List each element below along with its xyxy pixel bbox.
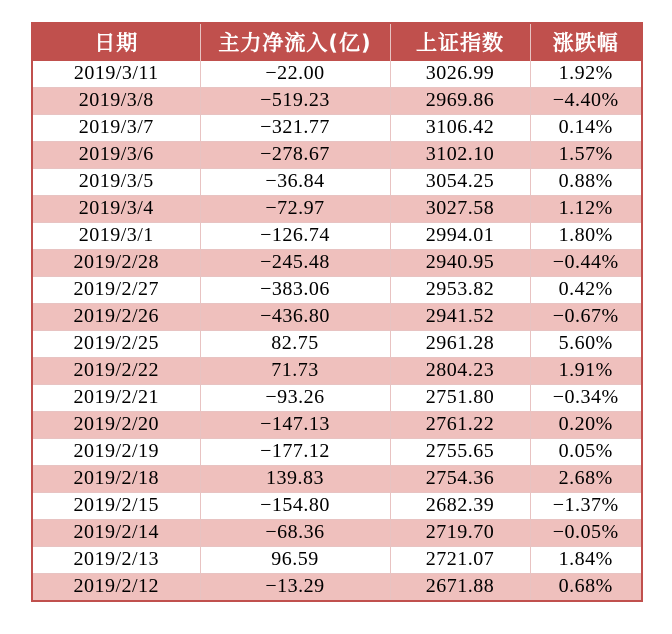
- cell-index: 3102.10: [390, 142, 530, 169]
- cell-change: 1.80%: [530, 223, 642, 250]
- cell-index: 2969.86: [390, 88, 530, 115]
- cell-date: 2019/2/27: [32, 277, 200, 304]
- cell-date: 2019/3/11: [32, 61, 200, 88]
- table-row: [32, 88, 642, 115]
- cell-index: 2755.65: [390, 439, 530, 466]
- cell-date: 2019/2/25: [32, 331, 200, 358]
- cell-index: 3027.58: [390, 196, 530, 223]
- cell-date: 2019/3/8: [32, 88, 200, 115]
- cell-change: 0.68%: [530, 574, 642, 602]
- table-row: [32, 304, 642, 331]
- cell-net: −177.12: [200, 439, 390, 466]
- cell-index: 2671.88: [390, 574, 530, 602]
- cell-change: 2.68%: [530, 466, 642, 493]
- cell-change: 0.05%: [530, 439, 642, 466]
- table-row: [32, 358, 642, 385]
- table-row: [32, 520, 642, 547]
- table-body: [32, 61, 642, 601]
- cell-net: −436.80: [200, 304, 390, 331]
- cell-change: 1.84%: [530, 547, 642, 574]
- table-row: [32, 250, 642, 277]
- cell-date: 2019/2/14: [32, 520, 200, 547]
- table-row: [32, 196, 642, 223]
- cell-net: −278.67: [200, 142, 390, 169]
- cell-index: 3054.25: [390, 169, 530, 196]
- cell-net: −72.97: [200, 196, 390, 223]
- cell-net: −154.80: [200, 493, 390, 520]
- cell-date: 2019/2/13: [32, 547, 200, 574]
- column-header-date: 日期: [32, 23, 200, 61]
- cell-index: 2719.70: [390, 520, 530, 547]
- table-row: [32, 385, 642, 412]
- cell-net: −519.23: [200, 88, 390, 115]
- cell-change: 0.14%: [530, 115, 642, 142]
- cell-net: −22.00: [200, 61, 390, 88]
- cell-date: 2019/2/28: [32, 250, 200, 277]
- cell-date: 2019/2/20: [32, 412, 200, 439]
- cell-index: 2754.36: [390, 466, 530, 493]
- table-row: [32, 61, 642, 88]
- cell-change: 0.42%: [530, 277, 642, 304]
- cell-net: 139.83: [200, 466, 390, 493]
- table-row: [32, 574, 642, 602]
- cell-change: 1.12%: [530, 196, 642, 223]
- cell-net: 82.75: [200, 331, 390, 358]
- cell-date: 2019/3/4: [32, 196, 200, 223]
- cell-change: −1.37%: [530, 493, 642, 520]
- table-row: [32, 547, 642, 574]
- table-row: [32, 223, 642, 250]
- cell-index: 2953.82: [390, 277, 530, 304]
- table-header: [32, 23, 642, 61]
- cell-date: 2019/2/22: [32, 358, 200, 385]
- cell-index: 3106.42: [390, 115, 530, 142]
- cell-net: 71.73: [200, 358, 390, 385]
- cell-date: 2019/2/15: [32, 493, 200, 520]
- cell-net: −321.77: [200, 115, 390, 142]
- cell-net: 96.59: [200, 547, 390, 574]
- column-header-sse-index: 上证指数: [390, 23, 530, 61]
- cell-net: −245.48: [200, 250, 390, 277]
- cell-net: −13.29: [200, 574, 390, 602]
- cell-change: 1.57%: [530, 142, 642, 169]
- cell-change: −4.40%: [530, 88, 642, 115]
- cell-date: 2019/3/1: [32, 223, 200, 250]
- table-row: [32, 493, 642, 520]
- cell-date: 2019/2/18: [32, 466, 200, 493]
- table-row: [32, 466, 642, 493]
- cell-change: 1.91%: [530, 358, 642, 385]
- table-row: [32, 142, 642, 169]
- data-table-container: [31, 22, 641, 602]
- cell-index: 2751.80: [390, 385, 530, 412]
- table-row: [32, 439, 642, 466]
- column-header-net-inflow: 主力净流入(亿): [200, 23, 390, 61]
- cell-net: −36.84: [200, 169, 390, 196]
- cell-index: 2961.28: [390, 331, 530, 358]
- cell-change: 0.20%: [530, 412, 642, 439]
- cell-date: 2019/2/19: [32, 439, 200, 466]
- cell-change: 5.60%: [530, 331, 642, 358]
- cell-date: 2019/2/21: [32, 385, 200, 412]
- table-row: [32, 169, 642, 196]
- cell-index: 2941.52: [390, 304, 530, 331]
- cell-index: 2721.07: [390, 547, 530, 574]
- cell-date: 2019/3/5: [32, 169, 200, 196]
- cell-net: −383.06: [200, 277, 390, 304]
- cell-change: 0.88%: [530, 169, 642, 196]
- table-row: [32, 412, 642, 439]
- table-row: [32, 331, 642, 358]
- cell-index: 2994.01: [390, 223, 530, 250]
- cell-index: 2804.23: [390, 358, 530, 385]
- table-header-row: [32, 23, 642, 61]
- cell-change: −0.67%: [530, 304, 642, 331]
- cell-date: 2019/2/12: [32, 574, 200, 602]
- cell-date: 2019/3/6: [32, 142, 200, 169]
- cell-index: 3026.99: [390, 61, 530, 88]
- cell-index: 2761.22: [390, 412, 530, 439]
- cell-index: 2682.39: [390, 493, 530, 520]
- column-header-change: 涨跌幅: [530, 23, 642, 61]
- cell-change: −0.05%: [530, 520, 642, 547]
- cell-change: −0.34%: [530, 385, 642, 412]
- table-row: [32, 115, 642, 142]
- cell-net: −126.74: [200, 223, 390, 250]
- cell-change: −0.44%: [530, 250, 642, 277]
- cell-net: −147.13: [200, 412, 390, 439]
- cell-index: 2940.95: [390, 250, 530, 277]
- cell-change: 1.92%: [530, 61, 642, 88]
- cell-net: −68.36: [200, 520, 390, 547]
- cell-net: −93.26: [200, 385, 390, 412]
- cell-date: 2019/2/26: [32, 304, 200, 331]
- fund-flow-table: [31, 22, 643, 602]
- cell-date: 2019/3/7: [32, 115, 200, 142]
- table-row: [32, 277, 642, 304]
